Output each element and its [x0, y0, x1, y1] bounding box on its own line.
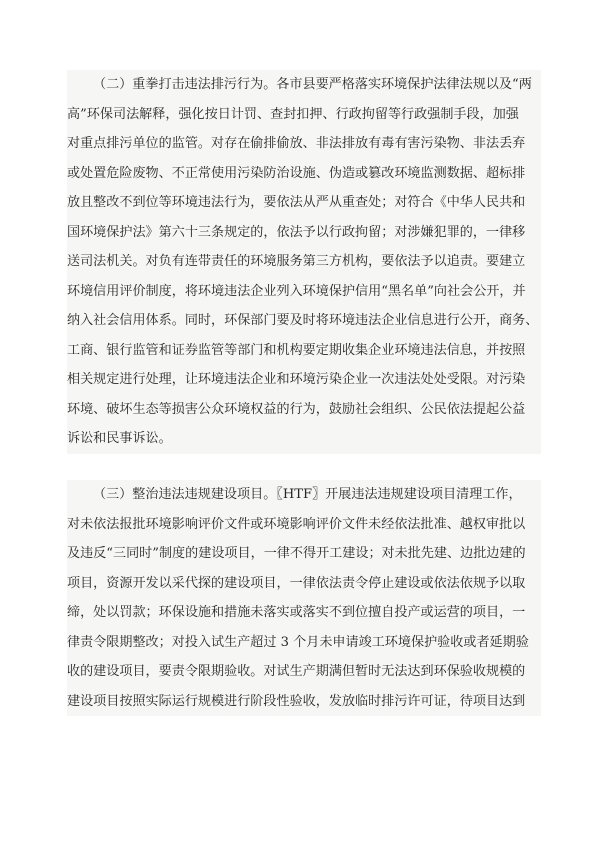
text-line: 项目，资源开发以采代探的建设项目，一律依法责令停止建设或依法依规予以取 [67, 575, 526, 591]
text-line: （二）重拳打击违法排污行为。各市县要严格落实环境保护法律法规以及“两 [93, 77, 532, 92]
text-line: 环境、破坏生态等损害公众环境权益的行为，鼓励社会组织、公民依法提起公益 [67, 401, 526, 417]
text-line: 对重点排污单位的监管。对存在偷排偷放、非法排放有毒有害污染物、非法丢弃 [67, 136, 526, 151]
text-line: 纳入社会信用体系。同时，环保部门要及时将环境违法企业信息进行公开，商务、 [67, 313, 539, 328]
text-line: （三）整治违法违规建设项目。〖HTF〗开展违法违规建设项目清理工作， [93, 487, 522, 502]
text-line: 对未依法报批环境影响评价文件或环境影响评价文件未经依法批准、越权审批以 [67, 516, 526, 532]
text-line: 或处置危险废物、不正常使用污染防治设施、伪造或篡改环境监测数据、超标排 [67, 165, 526, 181]
paragraph-illegal-construction [67, 480, 541, 716]
text-line: 及违反“三同时”制度的建设项目，一律不得开工建设；对未批先建、边批边建的 [67, 546, 526, 561]
text-line: 诉讼和民事诉讼。 [67, 431, 172, 446]
text-line: 环境信用评价制度，将环境违法企业列入环境保护信用“黑名单”向社会公开，并 [67, 283, 526, 299]
text-line: 建设项目按照实际运行规模进行阶段性验收，发放临时排污许可证，待项目达到 [67, 693, 526, 709]
text-line: 相关规定进行处理，让环境违法企业和环境污染企业一次违法处处受限。对污染 [67, 372, 526, 387]
text-line: 送司法机关。对负有连带责任的环境服务第三方机构，要依法予以追责。要建立 [67, 254, 526, 269]
text-line: 放且整改不到位等环境违法行为，要依法从严从重查处；对符合《中华人民共和 [67, 195, 526, 210]
text-line: 收的建设项目，要责令限期验收。对试生产期满但暂时无法达到环保验收规模的 [67, 664, 526, 679]
text-line: 工商、银行监管和证券监管等部门和机构要定期收集企业环境违法信息，并按照 [67, 342, 526, 358]
paragraph-illegal-discharge [67, 70, 541, 454]
text-line: 缔，处以罚款；环保设施和措施未落实或落实不到位擅自投产或运营的项目，一 [67, 605, 526, 620]
text-line: 高”环保司法解释，强化按日计罚、查封扣押、行政拘留等行政强制手段，加强 [67, 106, 519, 122]
text-line: 国环境保护法》第六十三条规定的，依法予以行政拘留；对涉嫌犯罪的，一律移 [67, 224, 526, 240]
text-line: 律责令限期整改；对投入试生产超过 3 个月未申请竣工环境保护验收或者延期验 [67, 634, 529, 650]
